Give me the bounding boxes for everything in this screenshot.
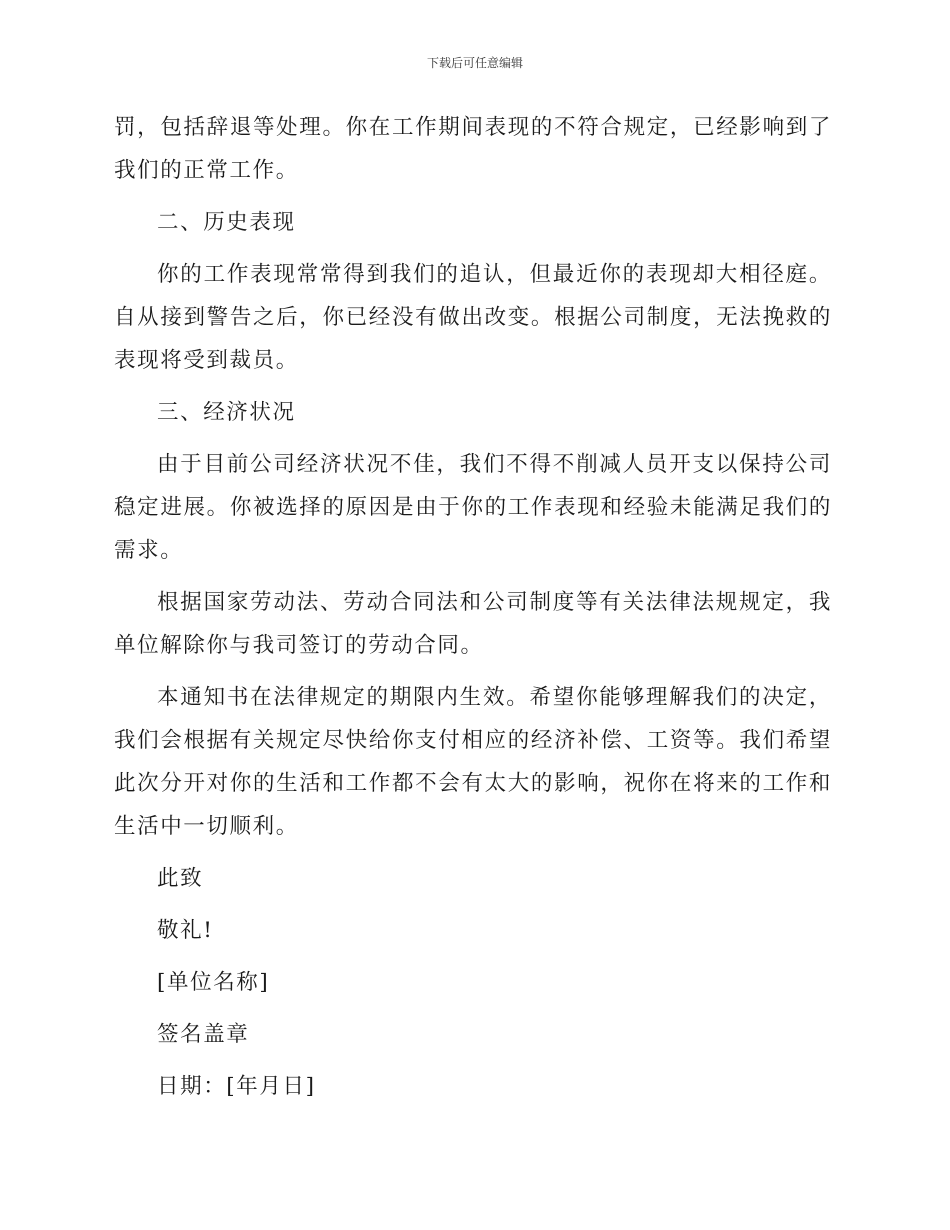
section-heading-history: 二、历史表现 bbox=[157, 210, 296, 235]
paragraph-economy: 由于目前公司经济状况不佳，我们不得不削减人员开支以保持公司稳定进展。你被选择的原因是由于你的工作表现和经验未能满足我们的需求。 bbox=[114, 452, 832, 563]
letter-body bbox=[114, 106, 832, 1117]
paragraph-history: 你的工作表现常常得到我们的追认，但最近你的表现却大相径庭。自从接到警告之后，你已经没有做出改变。根据公司制度，无法挽救的表现将受到裁员。 bbox=[114, 262, 832, 373]
paragraph-legal-basis: 根据国家劳动法、劳动合同法和公司制度等有关法律法规规定，我单位解除你与我司签订的劳动合同。 bbox=[114, 590, 832, 658]
closing-salutation: 此致 bbox=[157, 866, 204, 891]
closing-regards: 敬礼! bbox=[157, 918, 214, 943]
paragraph-penalty-continuation: 罚，包括辞退等处理。你在工作期间表现的不符合规定，已经影响到了我们的正常工作。 bbox=[114, 115, 832, 183]
paragraph-effective: 本通知书在法律规定的期限内生效。希望你能够理解我们的决定，我们会根据有关规定尽快给你支付相应的经济补偿、工资等。我们希望此次分开对你的生活和工作都不会有太大的影响，祝你在将来的工作和生活中一切顺利。 bbox=[114, 685, 832, 839]
page-header-note: 下载后可任意编辑 bbox=[426, 56, 523, 70]
signature-seal: 签名盖章 bbox=[157, 1022, 250, 1047]
section-heading-economy: 三、经济状况 bbox=[157, 400, 296, 425]
organization-name: [单位名称] bbox=[157, 970, 270, 995]
date-line: 日期：[年月日] bbox=[157, 1074, 316, 1099]
